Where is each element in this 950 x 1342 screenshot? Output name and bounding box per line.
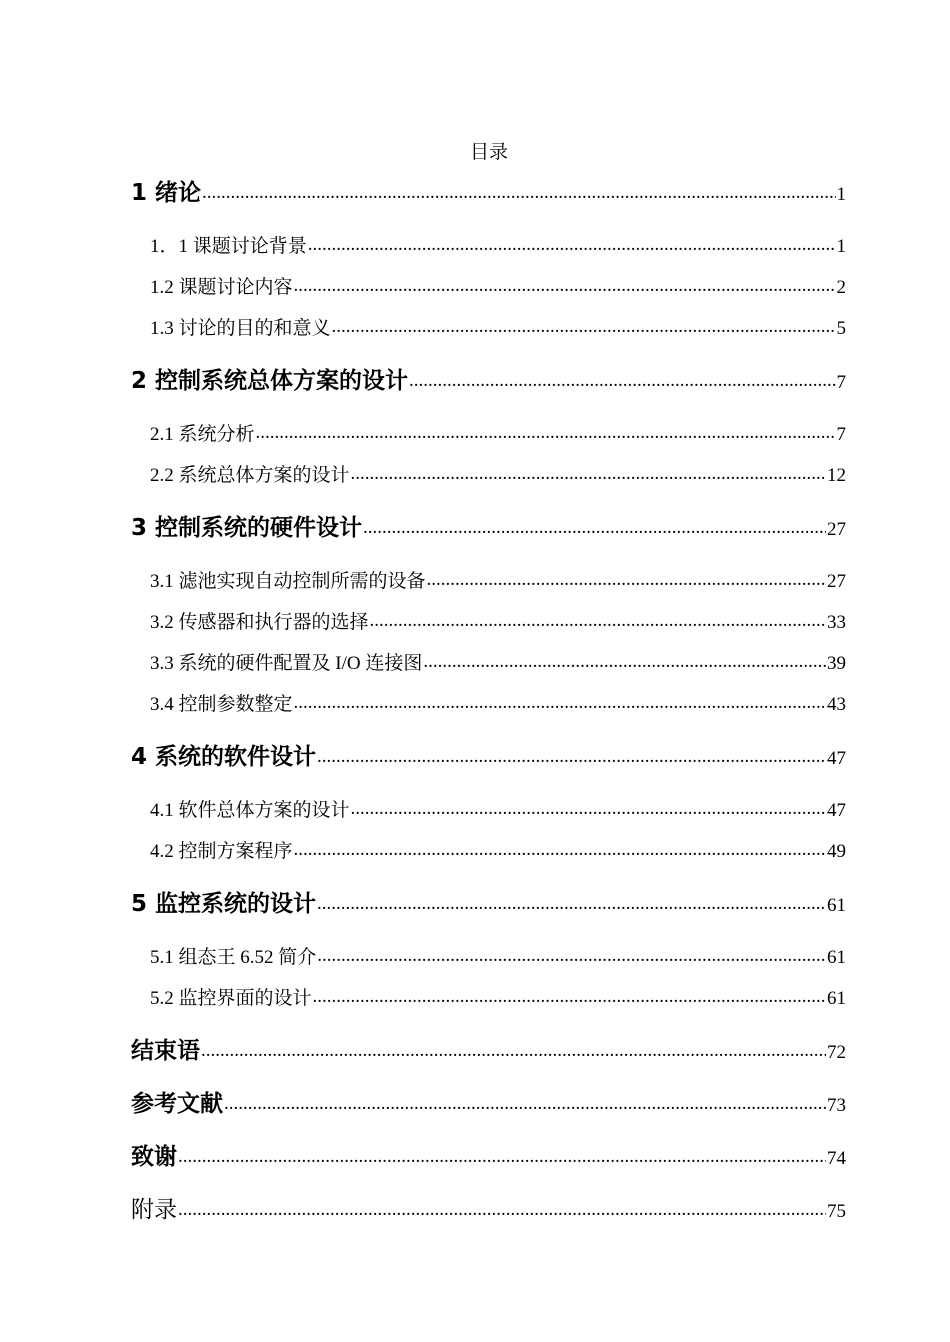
- toc-entry-label: 5.1 组态王 6.52 简介: [150, 947, 317, 968]
- toc-leader-dots: [317, 742, 826, 772]
- toc-leader-dots: [317, 943, 826, 969]
- toc-page-number: 1: [836, 184, 846, 205]
- toc-page-number: 61: [827, 988, 846, 1009]
- toc-entry[interactable]: [131, 1195, 846, 1227]
- toc-entry-label: 5.2 监控界面的设计: [150, 988, 312, 1009]
- toc-page-number: 27: [827, 571, 846, 592]
- toc-page-number: 39: [827, 653, 846, 674]
- toc-page-number: 1: [836, 236, 846, 257]
- toc-page-number: 47: [827, 800, 846, 821]
- toc-entry[interactable]: [150, 692, 846, 718]
- toc-leader-dots: [308, 232, 836, 258]
- toc-entry-label: 1．1 课题讨论背景: [150, 236, 307, 257]
- toc-page-number: 7: [836, 424, 846, 445]
- toc-entry-label: 3 控制系统的硬件设计: [131, 515, 363, 541]
- toc-entry[interactable]: [150, 839, 846, 865]
- toc-entry-label: 附录: [131, 1197, 177, 1223]
- toc-leader-dots: [363, 513, 826, 543]
- toc-entry-label: 1.3 讨论的目的和意义: [150, 318, 331, 339]
- toc-entry[interactable]: [150, 234, 846, 260]
- toc-entry[interactable]: [150, 422, 846, 448]
- toc-entry-label: 致谢: [131, 1144, 177, 1170]
- toc-page-number: 2: [836, 277, 846, 298]
- toc-leader-dots: [294, 690, 826, 716]
- toc-entry-label: 4.2 控制方案程序: [150, 841, 293, 862]
- toc-entry-label: 4 系统的软件设计: [131, 744, 317, 770]
- toc-entry-label: 2.1 系统分析: [150, 424, 255, 445]
- toc-page-number: 47: [827, 748, 846, 769]
- toc-entry[interactable]: [150, 651, 846, 677]
- toc-entry[interactable]: [131, 1036, 846, 1068]
- toc-entry[interactable]: [150, 569, 846, 595]
- toc-leader-dots: [178, 1195, 826, 1225]
- toc-entry-label: 3.1 滤池实现自动控制所需的设备: [150, 571, 426, 592]
- toc-page-number: 75: [827, 1201, 846, 1222]
- toc-page-number: 27: [827, 519, 846, 540]
- toc-page-number: 49: [827, 841, 846, 862]
- toc-entry-label: 参考文献: [131, 1091, 223, 1117]
- toc-entry-label: 3.3 系统的硬件配置及 I/O 连接图: [150, 653, 423, 674]
- toc-leader-dots: [294, 273, 836, 299]
- toc-entry-label: 1 绪论: [131, 180, 202, 206]
- toc-leader-dots: [370, 608, 826, 634]
- toc-entry-label: 2 控制系统总体方案的设计: [131, 368, 409, 394]
- toc-page-number: 43: [827, 694, 846, 715]
- toc-leader-dots: [313, 984, 826, 1010]
- toc-entry[interactable]: [150, 798, 846, 824]
- toc-entry[interactable]: [150, 945, 846, 971]
- toc-leader-dots: [332, 314, 836, 340]
- toc-leader-dots: [351, 796, 826, 822]
- toc-page-number: 72: [827, 1042, 846, 1063]
- toc-page-number: 7: [836, 372, 846, 393]
- toc-page-number: 33: [827, 612, 846, 633]
- toc-entry-label: 5 监控系统的设计: [131, 891, 317, 917]
- toc-page-number: 73: [827, 1095, 846, 1116]
- toc-title: 目录: [469, 142, 508, 163]
- toc-entry[interactable]: [131, 366, 846, 398]
- toc-entry[interactable]: [131, 889, 846, 921]
- toc-page-number: 74: [827, 1148, 846, 1169]
- toc-leader-dots: [202, 178, 835, 208]
- toc-entry-label: 3.4 控制参数整定: [150, 694, 293, 715]
- toc-entry[interactable]: [150, 275, 846, 301]
- toc-entry-label: 3.2 传感器和执行器的选择: [150, 612, 369, 633]
- toc-entry-label: 1.2 课题讨论内容: [150, 277, 293, 298]
- toc-entry-label: 结束语: [131, 1038, 200, 1064]
- toc-page-number: 61: [827, 947, 846, 968]
- toc-entry[interactable]: [131, 1089, 846, 1121]
- toc-leader-dots: [256, 420, 836, 446]
- toc-entry[interactable]: [150, 610, 846, 636]
- toc-entry-label: 2.2 系统总体方案的设计: [150, 465, 350, 486]
- toc-entry-label: 4.1 软件总体方案的设计: [150, 800, 350, 821]
- toc-leader-dots: [224, 1089, 826, 1119]
- toc-leader-dots: [317, 889, 826, 919]
- toc-leader-dots: [294, 837, 826, 863]
- toc-entry[interactable]: [150, 316, 846, 342]
- toc-entry[interactable]: [131, 178, 846, 210]
- toc-leader-dots: [201, 1036, 826, 1066]
- toc-page-number: 61: [827, 895, 846, 916]
- toc-leader-dots: [351, 461, 826, 487]
- toc-leader-dots: [178, 1142, 826, 1172]
- toc-page-number: 12: [827, 465, 846, 486]
- toc-entry[interactable]: [131, 513, 846, 545]
- toc-entry[interactable]: [131, 1142, 846, 1174]
- toc-entry[interactable]: [150, 463, 846, 489]
- toc-leader-dots: [409, 366, 835, 396]
- toc-leader-dots: [423, 649, 826, 675]
- toc-page-number: 5: [836, 318, 846, 339]
- toc-leader-dots: [427, 567, 826, 593]
- toc-entry[interactable]: [150, 986, 846, 1012]
- toc-entry[interactable]: [131, 742, 846, 774]
